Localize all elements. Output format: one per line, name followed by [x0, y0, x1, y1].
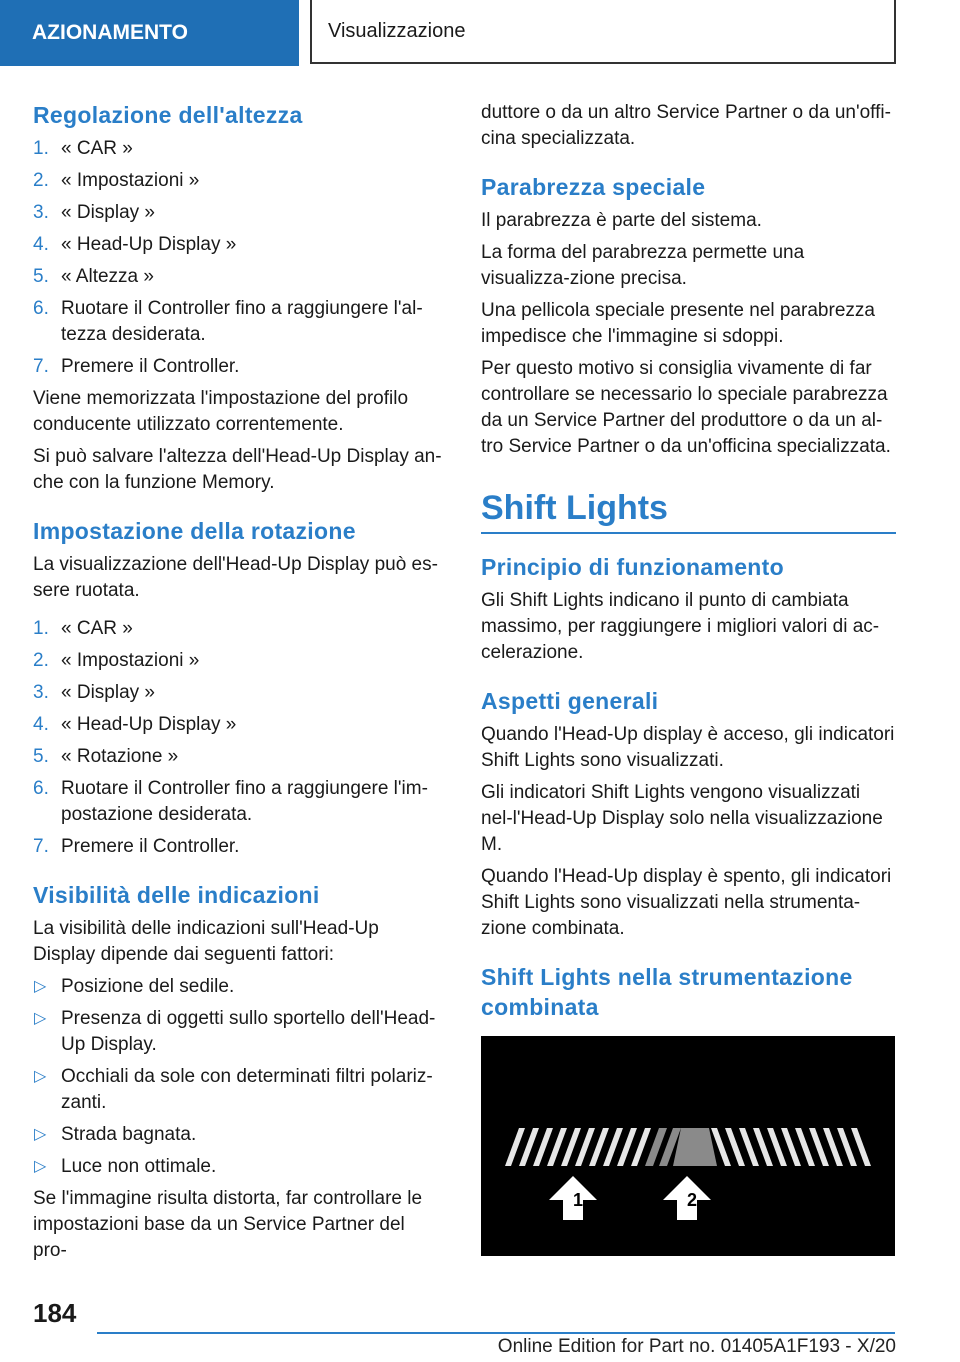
triangle-bullet-icon: ▷	[34, 1010, 47, 1027]
paragraph: Si può salvare l'altezza dell'Head-Up Display an-che con la funzione Memory.	[33, 446, 442, 493]
list-item: 5. « Rotazione »	[33, 746, 179, 767]
paragraph: duttore o da un altro Service Partner o da un'offi-cina specializzata.	[481, 102, 891, 149]
list-item: 4. « Head-Up Display »	[33, 714, 237, 735]
paragraph: La visibilità delle indicazioni sull'Head-Up Display dipende dai seguenti fattori:	[33, 918, 379, 965]
paragraph: Gli Shift Lights indicano il punto di cambiata massimo, per raggiungere i migliori valori di ac-celerazione.	[481, 590, 880, 663]
subsection-title: Visualizzazione	[328, 19, 466, 42]
paragraph: Quando l'Head-Up display è spento, gli indicatori Shift Lights sono visualizzati nella strumenta-zione combinata.	[481, 866, 892, 939]
left-column	[33, 100, 443, 1270]
shift-lights-figure	[481, 1036, 895, 1256]
heading-visibility: Visibilità delle indicazioni	[33, 882, 320, 908]
rotation-steps	[33, 616, 443, 860]
list-item: 2. « Impostazioni »	[33, 170, 200, 191]
heading-principle: Principio di funzionamento	[481, 554, 784, 580]
marker-label-1: 1	[572, 1190, 584, 1210]
paragraph: Per questo motivo si consiglia vivamente di far controllare se necessario lo speciale parabrezza da un Service Partner del produttore o da un al-tro Service Partner o da un'officina specializzata.	[481, 358, 891, 457]
list-item: ▷ Luce non ottimale.	[33, 1154, 443, 1180]
paragraph: Gli indicatori Shift Lights vengono visualizzati nel-l'Head-Up Display solo nella visualizzazione M.	[481, 782, 883, 855]
list-item: 1. « CAR »	[33, 138, 133, 159]
list-item: ▷ Occhiali da sole con determinati filtri polariz-zanti.	[34, 1066, 433, 1113]
marker-label-2: 2	[686, 1190, 698, 1210]
list-item: 6. Ruotare il Controller fino a raggiungere l'im-postazione desiderata.	[33, 778, 428, 825]
paragraph: Il parabrezza è parte del sistema.	[481, 210, 762, 231]
paragraph: Una pellicola speciale presente nel parabrezza impedisce che l'immagine si sdoppi.	[481, 300, 875, 347]
list-item: 7. Premere il Controller.	[33, 356, 240, 377]
footer-edition: Online Edition for Part no. 01405A1F193 - X/20	[497, 1336, 896, 1357]
list-item: 3. « Display »	[33, 682, 155, 703]
paragraph: Quando l'Head-Up display è acceso, gli indicatori Shift Lights sono visualizzati.	[481, 724, 895, 771]
paragraph: Viene memorizzata l'impostazione del profilo conducente utilizzato correntemente.	[33, 388, 409, 435]
paragraph: Se l'immagine risulta distorta, far controllare le impostazioni base da un Service Partner del pro-	[33, 1188, 423, 1261]
list-item: 1. « CAR »	[33, 618, 133, 639]
heading-shift-lights-cluster: Shift Lights nella strumentazione combinata	[481, 964, 853, 1020]
list-item: 3. « Display »	[33, 202, 155, 223]
chapter-title: Shift Lights	[481, 489, 668, 527]
triangle-bullet-icon: ▷	[34, 978, 47, 995]
right-column	[481, 100, 896, 1256]
triangle-bullet-icon: ▷	[34, 1068, 47, 1085]
triangle-bullet-icon: ▷	[34, 1158, 47, 1175]
triangle-bullet-icon: ▷	[34, 1126, 47, 1143]
list-item: 4. « Head-Up Display »	[33, 234, 237, 255]
paragraph: La visualizzazione dell'Head-Up Display può es-sere ruotata.	[33, 554, 438, 601]
list-item: ▷ Strada bagnata.	[33, 1122, 443, 1148]
subsection-header	[310, 0, 896, 64]
heading-height-adjust: Regolazione dell'altezza	[33, 102, 303, 128]
visibility-factors	[33, 974, 443, 1180]
list-item: ▷ Presenza di oggetti sullo sportello dell'Head-Up Display.	[34, 1008, 436, 1055]
section-title: AZIONAMENTO	[32, 21, 188, 44]
section-tab	[0, 0, 299, 66]
list-item: 6. Ruotare il Controller fino a raggiungere l'al-tezza desiderata.	[33, 298, 423, 345]
list-item: ▷ Posizione del sedile.	[33, 974, 443, 1000]
list-item: 2. « Impostazioni »	[33, 650, 200, 671]
list-item: 5. « Altezza »	[33, 266, 154, 287]
heading-general: Aspetti generali	[481, 688, 659, 714]
footer-rule	[97, 1332, 895, 1334]
shift-lights-illustration	[481, 1036, 895, 1256]
paragraph: La forma del parabrezza permette una visualizza-zione precisa.	[481, 242, 805, 289]
heading-rotation: Impostazione della rotazione	[33, 518, 356, 544]
page-number: 184	[33, 1298, 77, 1328]
heading-special-windshield: Parabrezza speciale	[481, 174, 706, 200]
list-item: 7. Premere il Controller.	[33, 836, 240, 857]
height-steps	[33, 136, 443, 380]
chapter-rule	[481, 532, 896, 534]
